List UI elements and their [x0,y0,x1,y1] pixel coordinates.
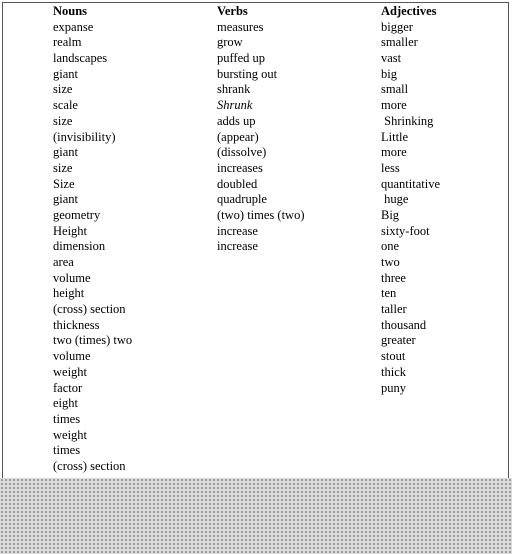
noun-item: landscapes [53,51,108,66]
verb-item: (two) times (two) [217,207,305,222]
noun-item: weight [53,427,88,442]
noun-item: giant [53,66,78,81]
adjective-item: Little [381,129,409,144]
noun-item: scale [53,98,78,113]
noun-item: (invisibility) [53,129,116,144]
verb-item: increase [217,223,258,238]
adjective-item: quantitative [381,176,441,191]
nouns-header: Nouns [53,4,88,18]
adjective-item: three [381,270,406,285]
adjective-item: small [381,82,409,97]
adjective-item: greater [381,333,416,348]
verb-item: shrank [217,82,251,97]
noun-item: volume [53,349,91,364]
adjective-item: ten [381,286,397,301]
adjective-item: smaller [381,35,418,50]
verb-item: measures [217,19,264,34]
verbs-header: Verbs [217,4,248,18]
noun-item: giant [53,145,78,160]
noun-item: (cross) section [53,302,126,317]
verb-item: increase [217,239,258,254]
word-list-table [2,2,509,524]
noun-item: geometry [53,207,101,222]
nouns-column [53,4,132,475]
noun-item: weight [53,364,88,379]
adjective-item: Big [381,207,400,222]
noun-item: realm [53,35,82,50]
adjective-item: puny [381,380,406,395]
adjective-item: bigger [381,19,413,34]
noun-item: two (times) two [53,333,133,348]
dotted-shade-region [0,478,512,554]
adjective-item: huge [381,192,409,207]
noun-item: times [53,411,81,426]
adjective-item: big [381,66,397,81]
verb-item: puffed up [217,51,266,66]
adjective-item: thousand [381,317,427,332]
adjective-item: one [381,239,400,254]
verb-item: bursting out [217,66,278,81]
noun-item: (cross) section [53,458,126,473]
noun-item: times [53,443,81,458]
noun-item: factor [53,380,83,395]
verb-item: (appear) [217,129,259,144]
adjectives-header: Adjectives [381,4,437,18]
adjectives-column [381,4,440,396]
verb-item: Shrunk [217,98,253,113]
verb-item: adds up [217,113,256,128]
verb-item: increases [217,160,263,175]
adjective-item: vast [381,51,402,66]
adjective-item: thick [381,364,406,379]
noun-item: size [53,113,73,128]
adjective-item: sixty-foot [381,223,430,238]
noun-item: size [53,82,73,97]
noun-item: height [53,286,85,301]
verb-item: doubled [217,176,258,191]
noun-item: Height [53,223,88,238]
verb-item: (dissolve) [217,145,267,160]
adjective-item: Shrinking [381,113,434,128]
adjective-item: more [381,145,407,160]
adjective-item: stout [381,349,406,364]
noun-item: size [53,160,73,175]
noun-item: volume [53,270,91,285]
noun-item: dimension [53,239,106,254]
noun-item: thickness [53,317,100,332]
adjective-item: taller [381,302,407,317]
verbs-column [217,4,304,255]
noun-item: Size [53,176,75,191]
adjective-item: less [381,160,400,175]
noun-item: expanse [53,19,94,34]
adjective-item: more [381,98,407,113]
verb-item: grow [217,35,243,50]
noun-item: area [53,255,74,269]
adjective-item: two [381,255,400,269]
verb-item: quadruple [217,192,267,207]
noun-item: giant [53,192,78,207]
noun-item: eight [53,396,78,411]
